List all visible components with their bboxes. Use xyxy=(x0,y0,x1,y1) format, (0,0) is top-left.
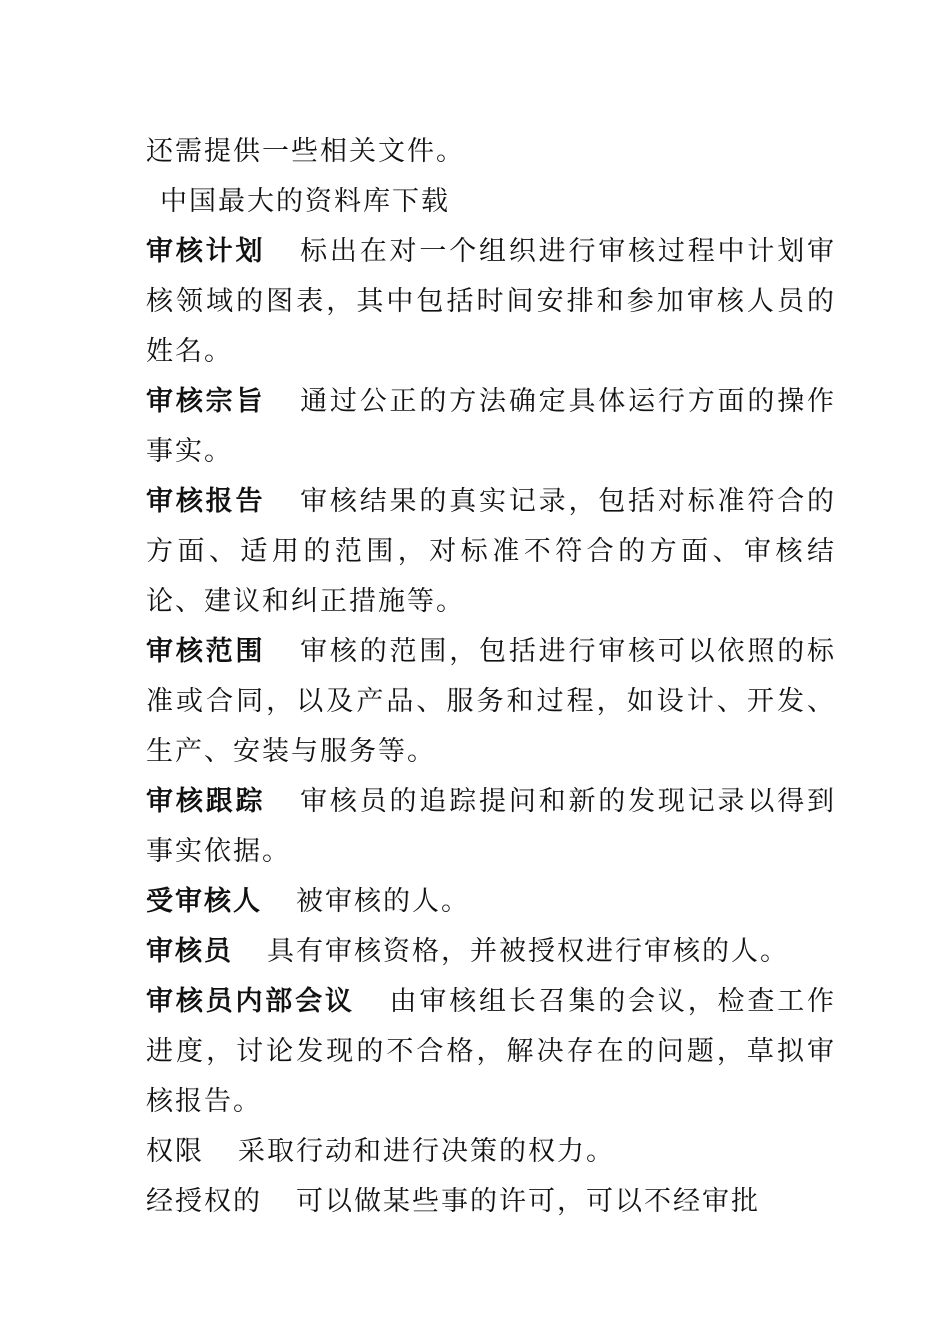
glossary-term: 经授权的 xyxy=(146,1186,262,1217)
document-page xyxy=(146,127,836,1227)
glossary-term: 审核跟踪 xyxy=(146,786,266,817)
glossary-term: 审核范围 xyxy=(146,636,266,667)
glossary-entry-authorized xyxy=(146,1177,836,1227)
glossary-definition: 审核的范围，包括进行审核可以依照的标准或合同，以及产品、服务和过程，如设计、开发、生产、安装与服务等。 xyxy=(146,636,837,767)
glossary-definition: 由审核组长召集的会议，检查工作进度，讨论发现的不合格，解决存在的问题，草拟审核报告。 xyxy=(146,986,837,1117)
glossary-term: 审核员内部会议 xyxy=(146,986,355,1017)
glossary-term: 审核宗旨 xyxy=(146,386,266,417)
glossary-term: 审核报告 xyxy=(146,486,266,517)
glossary-definition: 通过公正的方法确定具体运行方面的操作事实。 xyxy=(146,386,837,467)
glossary-entry-audit-report xyxy=(146,477,836,627)
glossary-definition: 审核结果的真实记录，包括对标准符合的方面、适用的范围，对标准不符合的方面、审核结论、建议和纠正措施等。 xyxy=(146,486,837,617)
glossary-entry-auditor xyxy=(146,927,836,977)
glossary-entry-audit-scope xyxy=(146,627,836,777)
glossary-term: 受审核人 xyxy=(146,886,262,917)
glossary-entry-authority xyxy=(146,1127,836,1177)
glossary-entry-auditor-meeting xyxy=(146,977,836,1127)
glossary-entry-audit-trail xyxy=(146,777,836,877)
glossary-entry-auditee xyxy=(146,877,836,927)
intro-line-1: 还需提供一些相关文件。 xyxy=(146,136,465,167)
glossary-entry-audit-purpose xyxy=(146,377,836,477)
glossary-definition: 审核员的追踪提问和新的发现记录以得到事实依据。 xyxy=(146,786,837,867)
glossary-term: 审核员 xyxy=(146,936,233,967)
glossary-term: 权限 xyxy=(146,1136,204,1167)
intro-line-2: 中国最大的资料库下载 xyxy=(160,186,450,217)
glossary-definition: 可以做某些事的许可，可以不经审批 xyxy=(296,1186,760,1217)
glossary-definition: 具有审核资格，并被授权进行审核的人。 xyxy=(267,936,789,967)
glossary-definition: 标出在对一个组织进行审核过程中计划审核领域的图表，其中包括时间安排和参加审核人员的姓名。 xyxy=(146,236,837,367)
glossary-entry-audit-plan xyxy=(146,227,836,377)
glossary-term: 审核计划 xyxy=(146,236,266,267)
glossary-definition: 采取行动和进行决策的权力。 xyxy=(238,1136,615,1167)
glossary-definition: 被审核的人。 xyxy=(296,886,470,917)
